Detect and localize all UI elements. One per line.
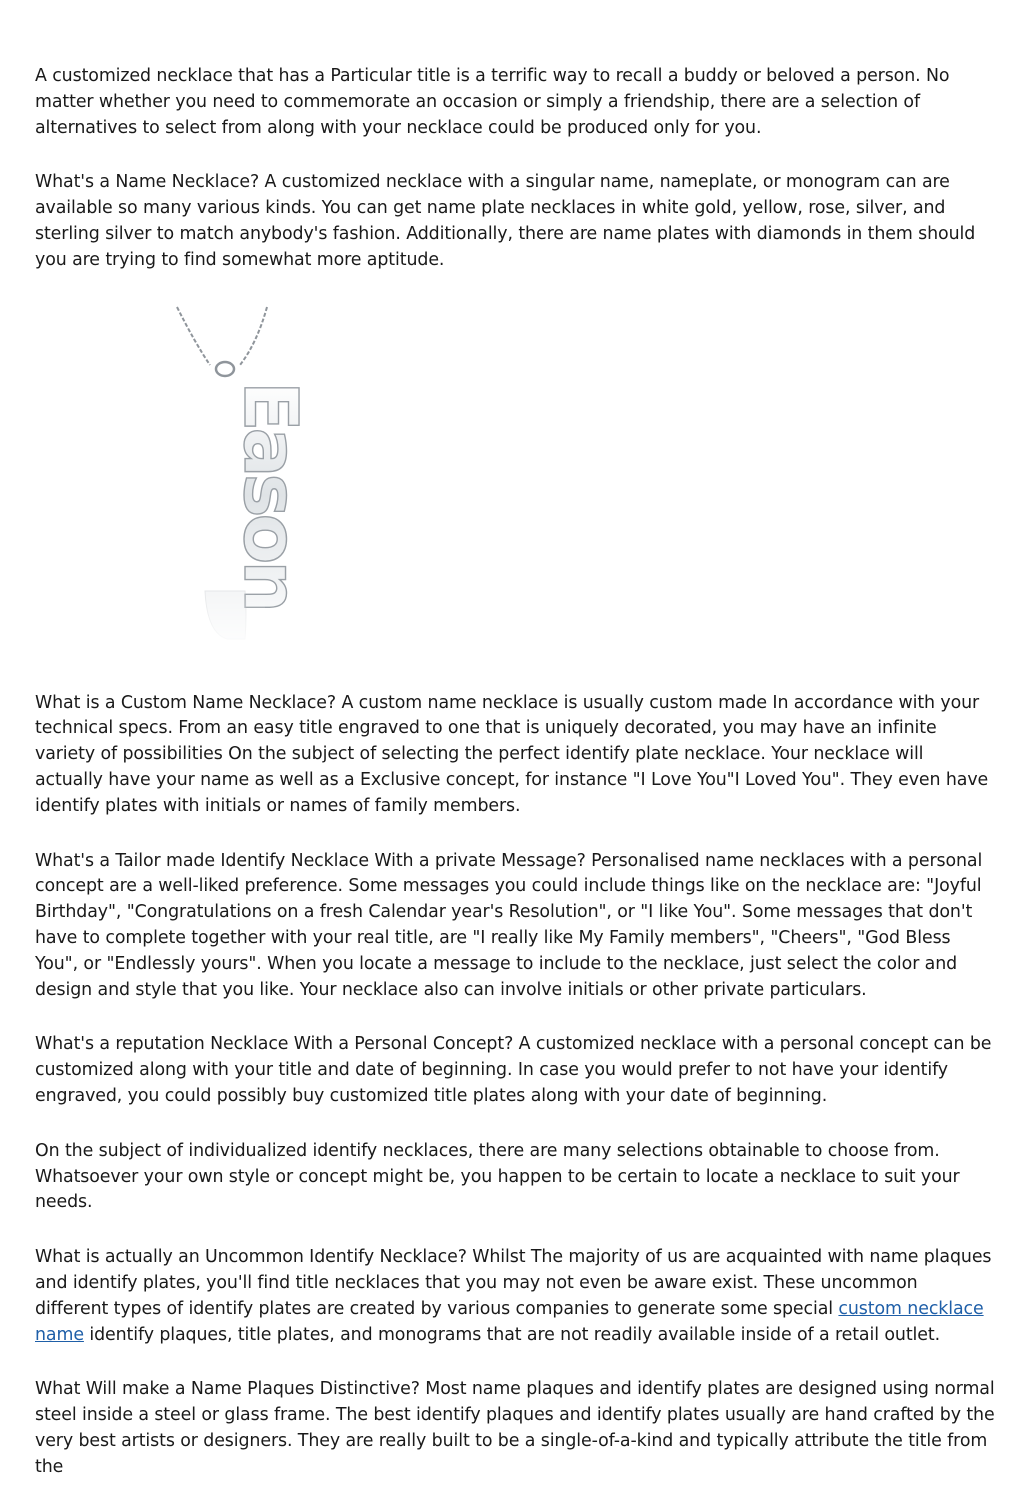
paragraph-personal-concept: What's a reputation Necklace With a Personal Concept? A customized necklace with a personal concept can be customized along with your title and date of beginning. In case you would prefer to not have your identify engraved, you could possibly buy customized title plates along with your date of beginning.	[35, 1034, 992, 1106]
paragraph-name-necklace: What's a Name Necklace? A customized necklace with a singular name, nameplate, or monogram can are available so many various kinds. You can get name plate necklaces in white gold, yellow, rose, silver, and sterling silver to match anybody's fashion. Additionally, there are name plates with diamonds in them should you are trying to find somewhat more aptitude.	[35, 172, 976, 270]
document-body	[35, 64, 995, 1510]
pendant-name	[227, 381, 313, 609]
paragraph-intro: A customized necklace that has a Particular title is a terrific way to recall a buddy or beloved a person. No matter whether you need to commemorate an occasion or simply a friendship, there are a selection of alternatives to select from along with your necklace could be produced only for you.	[35, 66, 950, 138]
svg-text:Eason: Eason	[227, 380, 313, 609]
chain	[177, 307, 267, 365]
paragraph-private-message: What's a Tailor made Identify Necklace With a private Message? Personalised name necklaces with a personal concept are a well-liked preference. Some messages you could include things like on the necklace are: "Joyful Birthday", "Congratulations on a fresh Calendar year's Resolution", or "I like You". Some messages that don't have to complete together with your real title, are "I really like My Family members", "Cheers", "God Bless You", or "Endlessly yours". When you locate a message to include to the necklace, just select the color and design and style that you like. Your necklace also can involve initials or other private particulars.	[35, 850, 983, 1000]
pendant-reflection	[195, 591, 265, 651]
necklace-image	[35, 303, 995, 655]
paragraph-uncommon-text-before: What is actually an Uncommon Identify Necklace? Whilst The majority of us are acquainted with name plaques and identify plates, you'll find title necklaces that you may not even be aware exist. These uncommon different types of identify plates are created by various companies to generate some special	[35, 1247, 992, 1319]
paragraph-uncommon-text-after: identify plaques, title plates, and monograms that are not readily available inside of a retail outlet.	[83, 1324, 941, 1345]
paragraph-name-plaques: What Will make a Name Plaques Distinctive? Most name plaques and identify plates are designed using normal steel inside a steel or glass frame. The best identify plaques and identify plates usually are hand crafted by the very best artists or designers. They are really built to be a single-of-a-kind and typically attribute the title from the	[35, 1379, 995, 1477]
custom-necklace-name-link[interactable]: custom necklace name	[35, 1298, 984, 1345]
paragraph-uncommon-necklace	[35, 1245, 995, 1348]
name-pendant-illustration	[165, 303, 313, 655]
bail-ring	[216, 362, 234, 376]
paragraph-selections: On the subject of individualized identify necklaces, there are many selections obtainable to choose from. Whatsoever your own style or concept might be, you happen to be certain to locate a necklace to suit your needs.	[35, 1140, 960, 1213]
paragraph-custom-name-necklace: What is a Custom Name Necklace? A custom name necklace is usually custom made In accordance with your technical specs. From an easy title engraved to one that is uniquely decorated, you may have an infinite variety of possibilities On the subject of selecting the perfect identify plate necklace. Your necklace will actually have your name as well as a Exclusive concept, for instance "I Love You"I Loved You". They even have identify plates with initials or names of family members.	[35, 692, 989, 816]
